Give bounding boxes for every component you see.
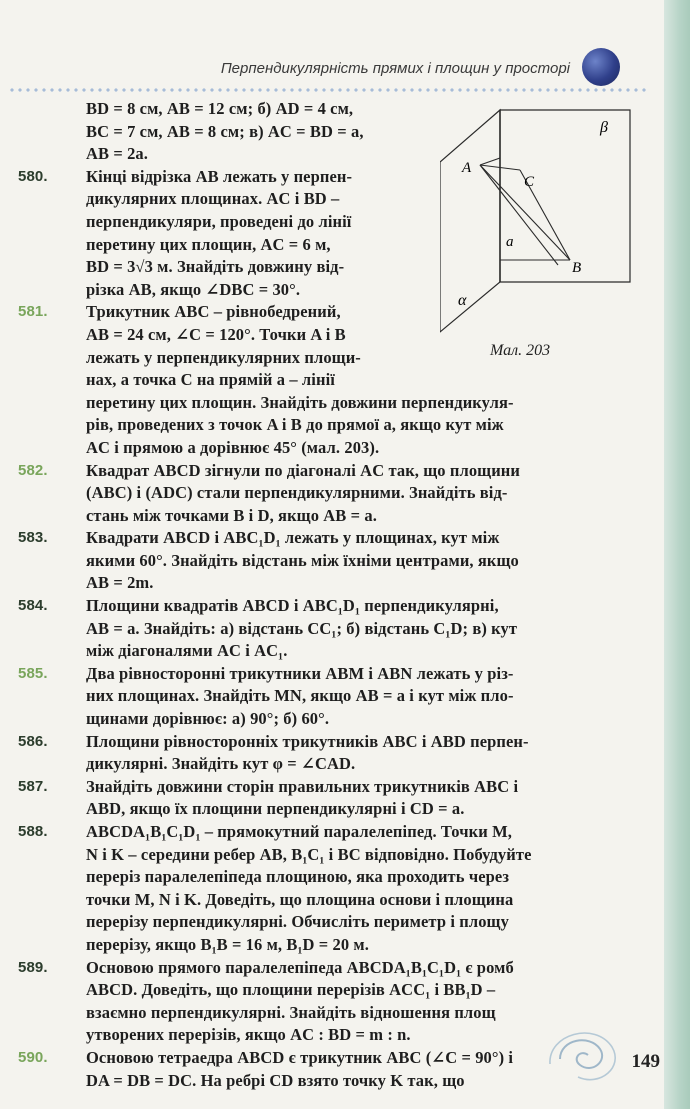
problem-number: 587. <box>18 777 48 795</box>
problem-number: 585. <box>18 664 48 682</box>
problem-number: 582. <box>18 461 48 479</box>
problem-number: 590. <box>18 1048 48 1066</box>
problem-number: 580. <box>18 167 48 185</box>
page-edge-strip <box>664 0 690 1109</box>
label-a: a <box>506 234 514 250</box>
label-alpha: α <box>458 292 467 309</box>
header-dotted-rule <box>8 88 648 92</box>
problem-584: 584. Площини квадратів ABCD і ABC₁D₁ перпендикулярні, AB = a. Знайдіть: а) відстань CC₁; б) відстань C₁D; в) кут між діагоналями AC і AC₁. <box>18 596 518 661</box>
problem-number: 581. <box>18 303 48 321</box>
problem-586: 586. Площини рівносторонніх трикутників ABC і ABD перпен- дикулярні. Знайдіть кут φ = ∠CAD. <box>18 731 529 774</box>
problem-589: 589. Основою прямого паралелепіпеда ABCDA₁B₁C₁D₁ є ромб ABCD. Доведіть, що площини перерізів ACC₁ і BB₁D – взаємно перпендикулярні. Знайдіть відношення площ утворених перерізів, якщо AC : BD = m : n. <box>18 957 514 1045</box>
problem-590: 590. Основою тетраедра ABCD є трикутник ABC (∠C = 90°) і DA = DB = DC. На ребрі CD взято точку K так, що <box>18 1047 514 1090</box>
label-beta: β <box>600 119 608 136</box>
running-header <box>0 48 640 88</box>
problem-number: 584. <box>18 597 48 615</box>
header-ball-icon <box>582 48 620 86</box>
problem-582: 582. Квадрат ABCD зігнули по діагоналі AC так, що площини (ABC) і (ADC) стали перпендикулярними. Знайдіть від- стань між точками B і D, якщо AB = a. <box>18 460 521 525</box>
figure-caption: Мал. 203 <box>490 342 551 359</box>
problem-587: 587. Знайдіть довжини сторін правильних трикутників ABC і ABD, якщо їх площини перпендикулярні і CD = a. <box>18 776 519 819</box>
problem-579-continuation: BD = 8 см, AB = 12 см; б) AD = 4 см, BC = 7 см, AB = 8 см; в) AC = BD = a, AB = 2a. <box>86 99 364 164</box>
page-number: 149 <box>631 1051 660 1072</box>
problem-588: 588. ABCDA₁B₁C₁D₁ – прямокутний паралелепіпед. Точки M, N і K – середини ребер AB, B₁C₁ і BC відповідно. Побудуйте переріз паралелепіпеда площиною, яка проходить через точки M, N і K. Доведіть, що площина основи і площина перерізу перпендикулярні. Обчисліть периметр і площу перерізу, якщо B₁B = 16 м, B₁D = 20 м. <box>18 822 532 954</box>
problem-number: 583. <box>18 529 48 547</box>
label-B: B <box>572 260 582 276</box>
problem-list <box>18 98 628 1092</box>
label-A: A <box>462 160 472 176</box>
problem-580: 580. Кінці відрізка AB лежать у перпен- дикулярних площинах. AC і BD – перпендикуляри, проведені до лінії перетину цих площин, AC = 6 м, BD = 3√3 м. Знайдіть довжину від- різка AB, якщо ∠DBC = 30°. <box>18 166 353 299</box>
problem-number: 586. <box>18 732 48 750</box>
header-title: Перпендикулярність прямих і площин у просторі <box>220 60 570 77</box>
problem-585: 585. Два рівносторонні трикутники ABM і ABN лежать у різ- них площинах. Знайдіть MN, якщо AB = a і кут між пло- щинами дорівнює: а) 90°; б) 60°. <box>18 663 514 729</box>
problem-581: 581. Трикутник ABC – рівнобедрений, AB = 24 см, ∠C = 120°. Точки A і B лежать у перпендикулярних площи- нах, а точка C на прямій a – лінії перетину цих площин. Знайдіть довжини перпендикуля- рів, проведених з точок A і B до прямої a, якщо кут між AC і прямою a дорівнює 45° (мал. 203). <box>18 302 514 457</box>
problem-number: 588. <box>18 823 48 840</box>
problem-number: 589. <box>18 958 48 976</box>
problem-583: 583. Квадрати ABCD і ABC₁D₁ лежать у площинах, кут між якими 60°. Знайдіть відстань між їхніми центрами, якщо AB = 2m. <box>18 528 519 593</box>
label-C: C <box>524 174 535 190</box>
